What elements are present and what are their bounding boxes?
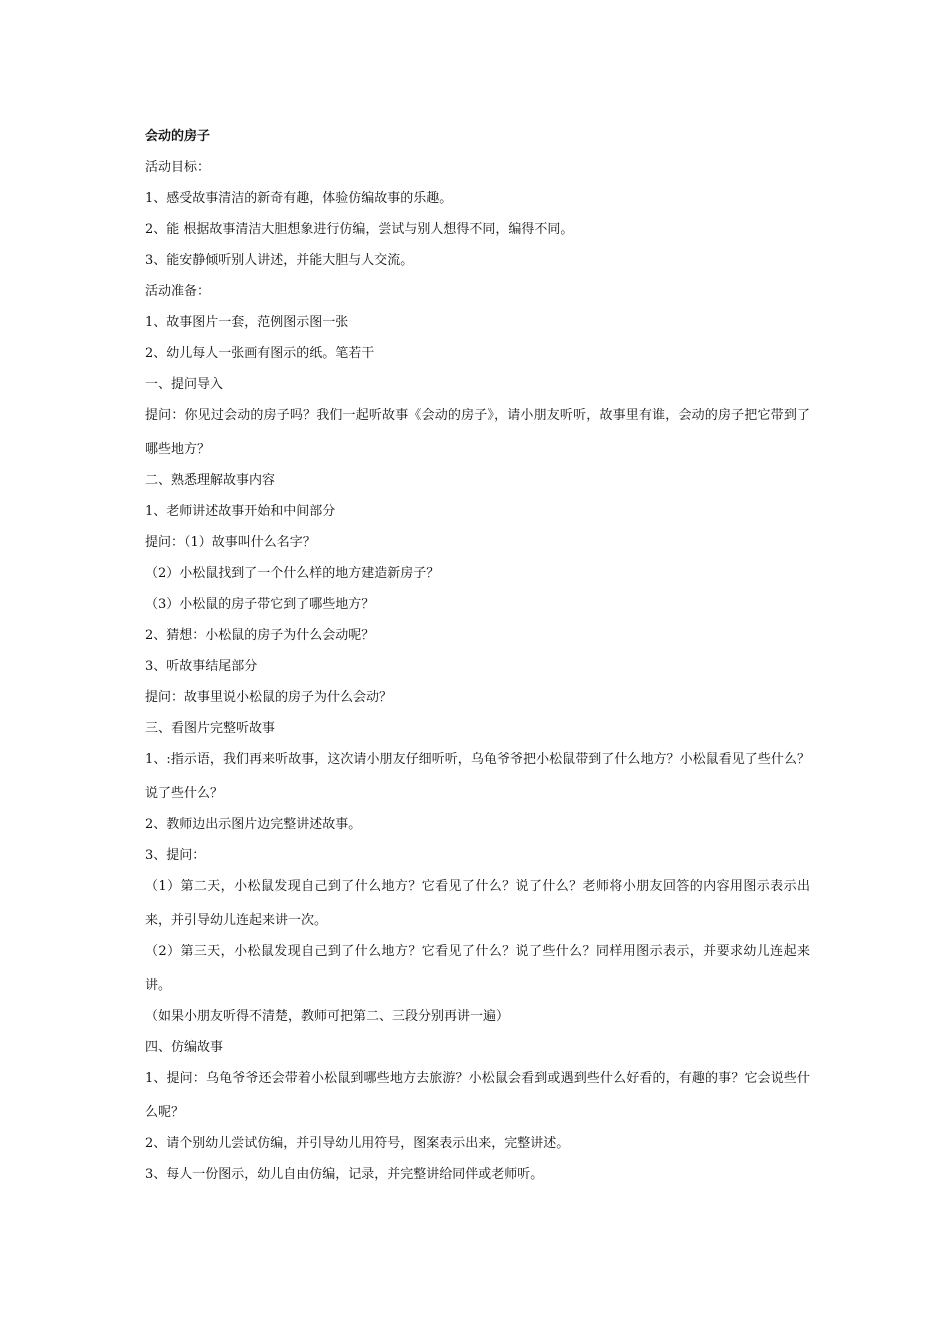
paragraph: 1、感受故事清洁的新奇有趣，体验仿编故事的乐趣。 <box>145 191 453 206</box>
paragraph: 3、每人一份图示，幼儿自由仿编，记录，并完整讲给同伴或老师听。 <box>145 1167 544 1182</box>
paragraph-section-heading: 二、熟悉理解故事内容 <box>145 473 276 488</box>
paragraph: 3、听故事结尾部分 <box>145 659 258 674</box>
paragraph-section-heading: 一、提问导入 <box>145 377 224 392</box>
paragraph: 1、老师讲述故事开始和中间部分 <box>145 504 336 519</box>
document-title: 会动的房子 <box>145 129 211 144</box>
paragraph: （1）第二天，小松鼠发现自己到了什么地方？它看见了什么？说了什么？老师将小朋友回答的内容用图示表示出来，并引导幼儿连起来讲一次。 <box>145 879 810 928</box>
paragraph: 提问：（1）故事叫什么名字？ <box>145 535 316 550</box>
paragraph: 提问：你见过会动的房子吗？我们一起听故事《会动的房子》，请小朋友听听，故事里有谁，会动的房子把它带到了哪些地方？ <box>145 408 810 457</box>
paragraph-section-preparation: 活动准备： <box>145 284 211 299</box>
paragraph: （2）小松鼠找到了一个什么样的地方建造新房子？ <box>145 566 440 581</box>
paragraph: 提问：故事里说小松鼠的房子为什么会动？ <box>145 690 393 705</box>
paragraph: 1、提问：乌龟爷爷还会带着小松鼠到哪些地方去旅游？小松鼠会看到或遇到些什么好看的，有趣的事？它会说些什么呢？ <box>145 1071 810 1120</box>
paragraph-section-goals: 活动目标： <box>145 160 211 175</box>
paragraph: 2、教师边出示图片边完整讲述故事。 <box>145 817 362 832</box>
paragraph-section-heading: 三、看图片完整听故事 <box>145 721 276 736</box>
paragraph: （如果小朋友听得不清楚，教师可把第二、三段分别再讲一遍） <box>145 1009 510 1024</box>
paragraph: 1、:指示语，我们再来听故事，这次请小朋友仔细听听，乌龟爷爷把小松鼠带到了什么地方？小松鼠看见了些什么？说了些什么？ <box>145 752 810 801</box>
paragraph: 2、幼儿每人一张画有图示的纸。笔若干 <box>145 346 375 361</box>
paragraph: 2、能 根据故事清洁大胆想象进行仿编，尝试与别人想得不同，编得不同。 <box>145 222 574 237</box>
paragraph: 1、故事图片一套，范例图示图一张 <box>145 315 349 330</box>
paragraph: 2、猜想：小松鼠的房子为什么会动呢？ <box>145 628 375 643</box>
paragraph: （2）第三天，小松鼠发现自己到了什么地方？它看见了什么？说了些什么？同样用图示表示，并要求幼儿连起来讲。 <box>145 944 810 993</box>
paragraph: 3、能安静倾听别人讲述，并能大胆与人交流。 <box>145 253 414 268</box>
paragraph: 2、请个别幼儿尝试仿编，并引导幼儿用符号，图案表示出来，完整讲述。 <box>145 1136 570 1151</box>
document-body <box>145 126 810 1195</box>
paragraph: 3、提问： <box>145 848 206 863</box>
paragraph-section-heading: 四、仿编故事 <box>145 1040 224 1055</box>
paragraph: （3）小松鼠的房子带它到了哪些地方？ <box>145 597 375 612</box>
